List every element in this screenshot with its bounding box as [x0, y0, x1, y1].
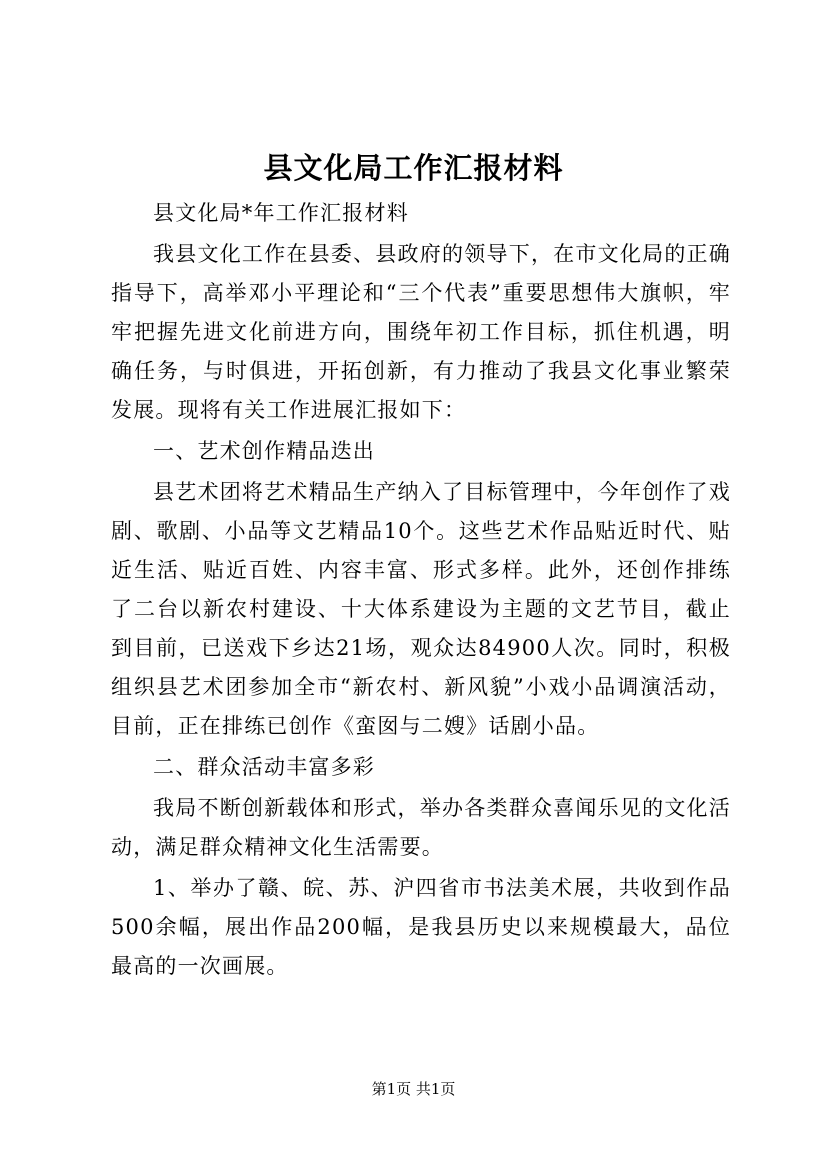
- paragraph-exhibition: 1、举办了赣、皖、苏、沪四省市书法美术展，共收到作品500余幅，展出作品200幅，是我县历史以来规模最大，品位最高的一次画展。: [111, 876, 731, 978]
- paragraph-art-creation: 县艺术团将艺术精品生产纳入了目标管理中，今年创作了戏剧、歌剧、小品等文艺精品10个。这些艺术作品贴近时代、贴近生活、贴近百姓、内容丰富、形式多样。此外，还创作排练了二台以新农村建设、十大体系建设为主题的文艺节目，截止到目前，已送戏下乡达21场，观众达84900人次。同时，积极组织县艺术团参加全市“新农村、新风貌”小戏小品调演活动，目前，正在排练已创作《蛮囡与二嫂》话剧小品。: [111, 480, 731, 738]
- section-heading-mass-activities: 二、群众活动丰富多彩: [153, 755, 375, 779]
- document-body: [111, 194, 731, 986]
- paragraph-subtitle: 县文化局*年工作汇报材料: [153, 201, 409, 225]
- page-footer: 第1页 共1页: [371, 1080, 456, 1098]
- paragraph-mass-activities: 我局不断创新载体和形式，举办各类群众喜闻乐见的文化活动，满足群众精神文化生活需要。: [111, 796, 731, 859]
- document-title: 县文化局工作汇报材料: [263, 151, 564, 185]
- paragraph-intro: 我县文化工作在县委、县政府的领导下，在市文化局的正确指导下，高举邓小平理论和“三个代表”重要思想伟大旗帜，牢牢把握先进文化前进方向，围绕年初工作目标，抓住机遇，明确任务，与时俱进，开拓创新，有力推动了我县文化事业繁荣发展。现将有关工作进展汇报如下：: [111, 242, 731, 422]
- section-heading-art-creation: 一、艺术创作精品迭出: [153, 439, 375, 463]
